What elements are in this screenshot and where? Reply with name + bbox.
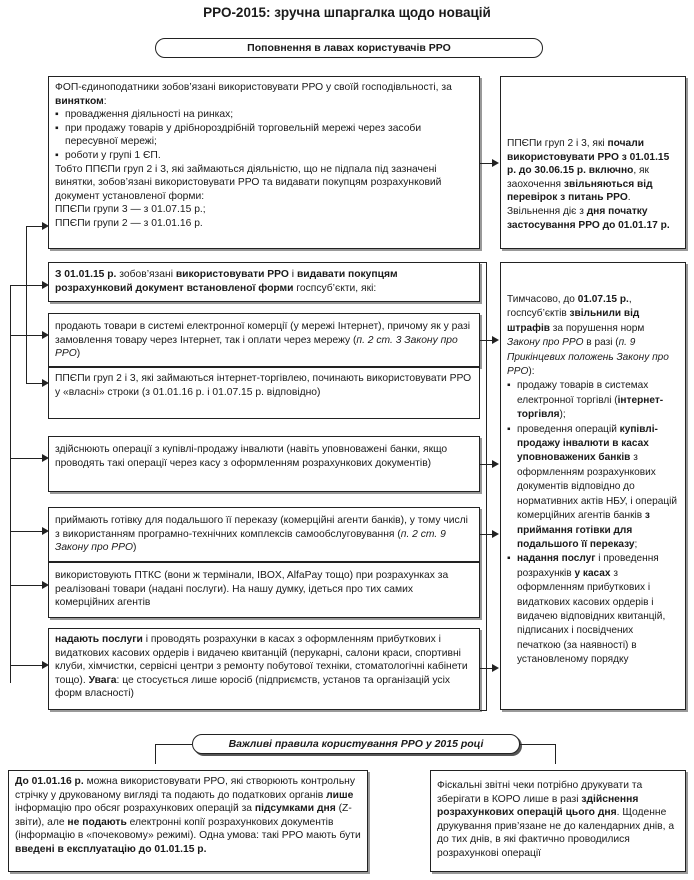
connector-line (10, 665, 42, 666)
box-k-bold-4: не подають (67, 816, 127, 828)
box-d-text: продають товари в системі електронної комерції (у мережі Інтернет), причому як у разі замовлення товару через Інтернет, так і оплати через мережу ( (55, 321, 470, 346)
connector-line (480, 262, 487, 263)
box-j-b2-bold: купівлі-продажу інвалюти в касах уповноважених банків (517, 423, 658, 464)
connector-line (480, 668, 492, 669)
box-k-text-2: інформацію про обсяг розрахункових операцій за (15, 803, 255, 815)
box-f-text: здійснюють операції з купівлі-продажу інвалюти (навіть уповноважені банки, якщо проводять такі операції через касу з оформленням розрахункових документів) (55, 444, 448, 469)
box-b-bold-3: дня початку застосування РРО до 01.01.17 р. (507, 205, 670, 231)
box-g-ref: п. 2 ст. 9 Закону про РРО (55, 528, 446, 554)
box-b-text-1: ППЄПи груп 2 і 3, які (507, 138, 608, 149)
box-c-text-2: і (288, 269, 297, 280)
list-item: ▪ роботи у групі 1 ЄП. (55, 149, 473, 163)
box-k-text-3: (Z-звіти), але (15, 803, 352, 828)
connector-line (520, 744, 556, 745)
box-c-bold-3: видавати покупцям розрахунковий документ встановленої форми (55, 269, 398, 294)
box-k-bold-1: До 01.01.16 р. (15, 776, 84, 787)
connector-arrow (492, 336, 499, 344)
list-item: ▪ при продажу товарів у дрібнороздрібній торговельній мережі через засоби пересувної мережі; (55, 122, 473, 149)
box-i-text-1: і проводять розрахунки в касах з оформленням прибуткових і видаткових касових ордерів і видачею квитанцій (перукарні, салони краси, спортивні клуби, хімчистки, сервісні центри з ремонту побутової техніки, стоматологічні кабінети тощо). (55, 634, 468, 686)
connector-line (10, 531, 42, 532)
box-j-text-5: ): (528, 366, 535, 378)
box-i-bold-1: надають послуги (55, 634, 143, 645)
box-ptks-terminals (48, 562, 480, 618)
connector-line (155, 744, 192, 745)
box-b-text-3: . Звільнення діє з (507, 192, 631, 217)
box-j-b2-text: проведення операцій (517, 423, 620, 435)
box-j-bold-1: 01.07.15 р. (577, 294, 629, 305)
box-j-b2-end2: ; (634, 538, 638, 550)
exemption-list (507, 379, 679, 667)
box-currency-exchange (48, 436, 480, 492)
connector-line (10, 458, 42, 459)
box-k-bold-5: введені в експлуатацію до 01.01.15 р. (15, 843, 207, 855)
box-fop-requirements (48, 76, 480, 249)
box-i-text-2: : це стосується лише юросіб (підприємств, установ та організацій усіх форм власності) (55, 674, 451, 700)
box-a-intro: ФОП-єдиноподатники зобов’язані використовувати РРО у своїй господівльності, за (55, 82, 452, 93)
connector-line (26, 226, 27, 383)
box-ecommerce (48, 313, 480, 367)
box-b-text-2: , як заохочення (507, 165, 649, 190)
box-l-text-2: . Щоденне друкування прив’язане не до календарних днів, а до тих днів, в які фактично проводилися розрахункові операції (437, 807, 675, 859)
box-j-b1-text: продажу товарів в системах електронної торгівлі ( (517, 380, 649, 406)
box-e-text: ППЄПи груп 2 і 3, які займаються інтернет-торгівлею, починають використовувати РРО у «власні» строки (з 01.01.16 р. і 01.07.15 р. відповідно) (55, 373, 472, 398)
box-j-text-3: за порушення норм (549, 322, 645, 334)
connector-arrow (492, 664, 499, 672)
box-d-end: ) (76, 348, 81, 360)
box-j-b3-end: з оформленням прибуткових і видаткових касових ордерів і видачею відповідних квитанцій, підписаних і посвідчених печаткою (за наявності) в установленому порядку (517, 567, 666, 666)
box-g-end: ) (133, 542, 137, 554)
list-item (507, 423, 679, 553)
connector-line (480, 340, 492, 341)
box-j-b3-bold2: у касах (574, 567, 611, 579)
box-j-text-1: Тимчасово, до (507, 294, 578, 305)
box-inspection-exemption (500, 76, 686, 249)
box-j-b2-end: з оформленням розрахункових документів відповідно до нормативних актів НБУ, і операцій комерційних агентів банків (517, 452, 677, 522)
connector-line (480, 163, 492, 164)
section-header-new-users: Поповнення в лавах користувачів РРО (155, 38, 543, 58)
box-a-intro-bold: винятком (55, 95, 104, 107)
connector-arrow (492, 159, 499, 167)
box-d-ref: п. 2 ст. 3 Закону про РРО (55, 334, 458, 360)
box-fine-exemption (500, 262, 686, 710)
box-k-text-1: можна використовувати РРО, які створюють контрольну стрічку у друкованому вигляді та подають до податкових органів (15, 776, 356, 801)
box-a-group2: ППЄПи групи 2 — з 01.01.16 р. (55, 217, 203, 229)
connector-line (480, 534, 492, 535)
box-k-bold-3: підсумками дня (254, 803, 336, 815)
list-item (507, 552, 679, 667)
connector-arrow (492, 530, 499, 538)
box-cash-transfer-agents (48, 507, 480, 562)
box-j-italic-1: Закону про РРО (507, 337, 584, 349)
box-j-b2-bold2: з приймання готівки для подальшого її переказу (517, 510, 650, 550)
connector-line (555, 744, 556, 764)
connector-line (10, 585, 42, 586)
box-b-bold-1: почали використовувати РРО з 01.01.15 р. до 30.06.15 р. включно (507, 138, 670, 177)
connector-line (480, 464, 492, 465)
connector-line (486, 262, 487, 710)
box-a-intro-end: : (103, 95, 107, 107)
connector-line (155, 744, 156, 764)
box-j-b1-end: ); (559, 409, 566, 421)
box-l-bold-1: здійснення розрахункових операцій цього дня (437, 793, 639, 819)
box-g-text: приймають готівку для подальшого її переказу (комерційні агенти банків), у тому числі з використанням програмно-технічних комплексів самообслуговування ( (55, 515, 468, 540)
connector-arrow (492, 460, 499, 468)
box-j-text-2: , госпсуб’єктів (507, 294, 632, 320)
section-header-rules-2015: Важливі правила користування РРО у 2015 році (192, 734, 520, 754)
box-c-text-1: зобов’язані (116, 269, 176, 280)
box-j-b1-bold: інтернет-торгівля (517, 394, 664, 421)
box-k-text-4: електронні копії розрахункових документів (інформацію в «почековому» режимі). Одна умова: такі РРО мають бути (15, 816, 361, 842)
box-i-bold-2: Увага (88, 674, 117, 686)
box-j-b3-bold: надання послуг (517, 553, 596, 565)
connector-line (26, 383, 42, 384)
box-h-text: використовують ПТКС (вони ж термінали, IBOX, AlfaPay тощо) при розрахунках за реалізовані товари (надані послуги). На нашу думку, ідеться про тих самих комерційних агентів (55, 570, 449, 609)
page-title: РРО-2015: зручна шпаргалка щодо новацій (203, 5, 491, 20)
box-printed-tape (8, 770, 368, 872)
box-internet-trade-groups (48, 367, 480, 419)
box-c-bold-1: З 01.01.15 р. (55, 269, 117, 280)
box-c-text-3: госпсуб’єкти, які: (293, 282, 377, 294)
box-a-group3: ППЄПи групи 3 — з 01.07.15 р.; (55, 204, 206, 216)
box-fiscal-checks (430, 770, 686, 872)
box-l-text-1: Фіскальні звітні чеки потрібно друкувати та зберігати в КОРО лише в разі (437, 780, 643, 805)
box-k-bold-2: лише (326, 789, 354, 801)
exceptions-list (55, 108, 473, 162)
list-item (507, 379, 679, 422)
box-j-bold-2: звільнили від штрафів (507, 308, 640, 334)
connector-line (26, 226, 42, 227)
list-item: ▪ провадження діяльності на ринках; (55, 108, 473, 122)
box-a-para: Тобто ППЄПи груп 2 і 3, які займаються діяльністю, що не підпала під зазначені винятки, зобов’язані використовувати РРО та видавати покупцям розрахунковий документ установленої форми: (55, 163, 442, 202)
box-obligated-entities (48, 262, 480, 302)
box-j-italic-2: п. 9 Прикінцевих положень Закону про РРО (507, 337, 669, 378)
box-b-bold-2: звільняються від перевірок з питань РРО (507, 178, 653, 204)
box-services (48, 628, 480, 710)
box-j-text-4: в разі ( (583, 337, 619, 349)
connector-line (10, 285, 11, 683)
box-c-bold-2: використовувати РРО (175, 269, 289, 280)
box-j-b3-text: і проведення розрахунків (517, 553, 659, 579)
connector-line (480, 710, 487, 711)
